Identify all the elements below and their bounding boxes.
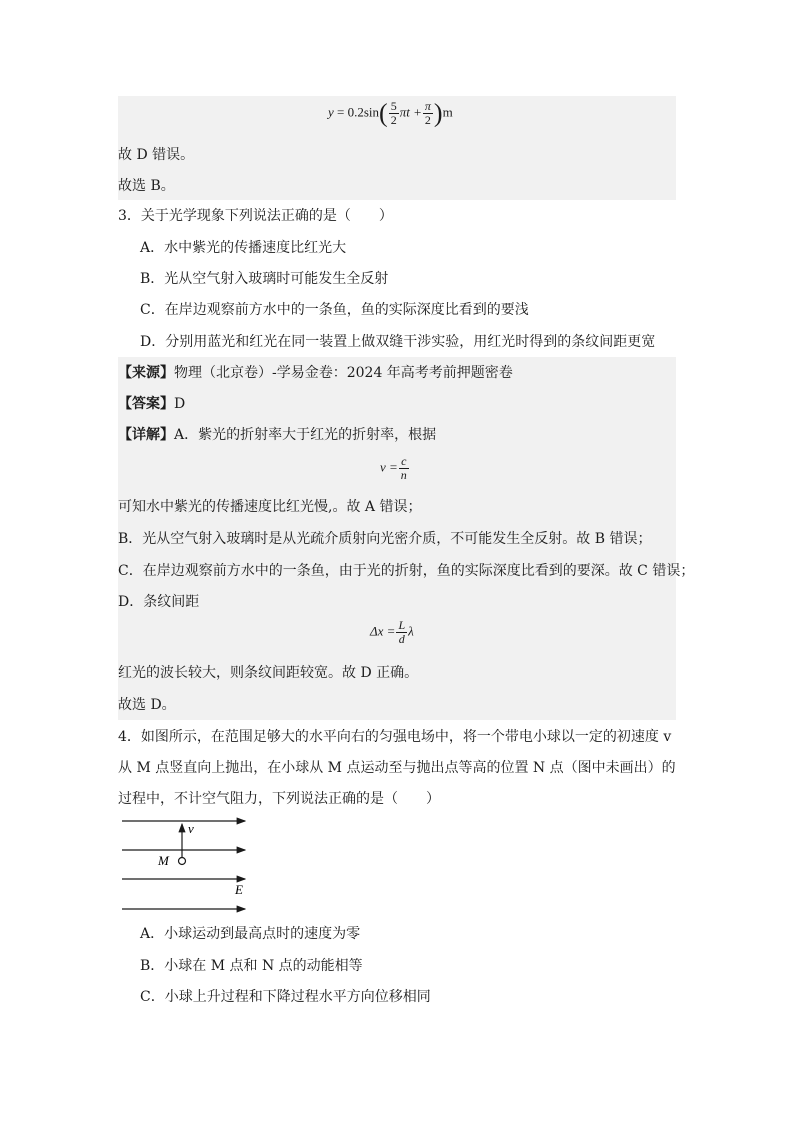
prev-conclusion-d: 故 D 错误。 [118,147,195,163]
q3-source: 【来源】物理（北京卷）-学易金卷：2024 年高考考前押题密卷 [118,365,513,381]
q3-choose: 故选 D。 [118,697,176,713]
q3-stem: 3．关于光学现象下列说法正确的是（ ） [118,208,393,224]
q3-answer: 【答案】D [118,396,186,412]
q4-option-b: B．小球在 M 点和 N 点的动能相等 [140,958,363,974]
q3-detail-d-tail: 红光的波长较大，则条纹间距较宽。故 D 正确。 [118,665,419,681]
q3-detail-c: C．在岸边观察前方水中的一条鱼，由于光的折射，鱼的实际深度比看到的要深。故 C 错误； [118,563,695,579]
q3-option-b: B．光从空气射入玻璃时可能发生全反射 [140,271,389,287]
q3-detail-first: 【详解】A．紫光的折射率大于红光的折射率，根据 [118,427,437,443]
q3-option-a: A．水中紫光的传播速度比红光大 [140,240,347,256]
label-v: v [188,821,194,836]
q4-option-c: C．小球上升过程和下降过程水平方向位移相同 [140,989,431,1005]
q4-stem-line1: 4．如图所示，在范围足够大的水平向右的匀强电场中，将一个带电小球以一定的初速度 v [118,729,672,745]
q4-stem-line2: 从 M 点竖直向上抛出，在小球从 M 点运动至与抛出点等高的位置 N 点（图中未画出）的 [118,760,676,776]
formula-light-speed: v = $\frac{c}{n}$ [380,454,407,482]
formula-wave-equation: y = 0.2sin( $\frac{5}{2}$ πt + $\frac{\pi}{2}$ )m [328,98,453,128]
q3-option-c: C．在岸边观察前方水中的一条鱼，鱼的实际深度比看到的要浅 [140,302,529,318]
formula-fringe-spacing: Δx = $\frac{L}{d}$ λ [370,618,414,646]
prev-choose: 故选 B。 [118,178,175,194]
q3-detail-a: 可知水中紫光的传播速度比红光慢,。故 A 错误； [118,499,422,515]
q3-detail-b: B．光从空气射入玻璃时是从光疏介质射向光密介质，不可能发生全反射。故 B 错误； [118,531,652,547]
q3-option-d: D．分别用蓝光和红光在同一装置上做双缝干涉实验，用红光时得到的条纹间距更宽 [140,334,656,350]
q4-stem-line3: 过程中，不计空气阻力，下列说法正确的是（ ） [118,791,440,807]
label-m: M [158,853,169,868]
electric-field-figure [118,812,258,918]
q4-option-a: A．小球运动到最高点时的速度为零 [140,926,361,942]
charged-ball [179,858,186,865]
q3-detail-d-head: D．条纹间距 [118,594,200,610]
label-e: E [235,882,243,897]
